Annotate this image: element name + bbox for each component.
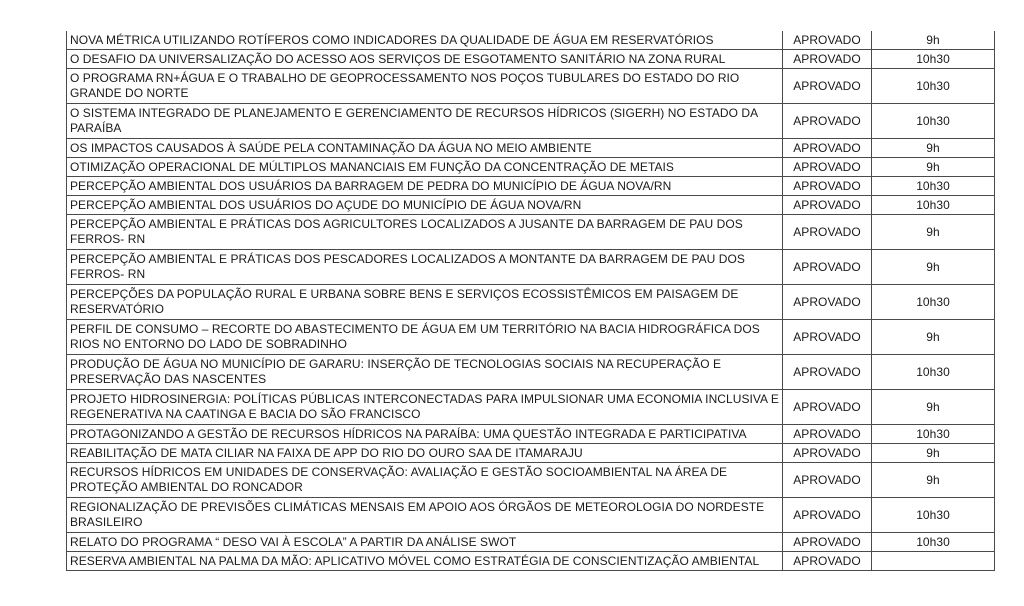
paper-title-cell: O PROGRAMA RN+ÁGUA E O TRABALHO DE GEOPROCESSAMENTO NOS POÇOS TUBULARES DO ESTADO DO RIO GRANDE DO NORTE <box>67 69 783 104</box>
time-cell: 9h <box>872 139 995 158</box>
status-cell: APROVADO <box>783 498 872 533</box>
status-cell: APROVADO <box>783 196 872 215</box>
status-cell: APROVADO <box>783 215 872 250</box>
status-cell: APROVADO <box>783 177 872 196</box>
table-row <box>67 177 995 196</box>
table-row <box>67 463 995 498</box>
status-cell: APROVADO <box>783 355 872 390</box>
table-row <box>67 104 995 139</box>
paper-title-cell: PROJETO HIDROSINERGIA: POLÍTICAS PÚBLICAS INTERCONECTADAS PARA IMPULSIONAR UMA ECONOMIA INCLUSIVA E REGENERATIVA NA CAATINGA E BACIA DO SÃO FRANCISCO <box>67 390 783 425</box>
table-row <box>67 390 995 425</box>
paper-title-cell: PERFIL DE CONSUMO – RECORTE DO ABASTECIMENTO DE ÁGUA EM UM TERRITÓRIO NA BACIA HIDROGRÁFICA DOS RIOS NO ENTORNO DO LADO DE SOBRADINHO <box>67 320 783 355</box>
status-cell: APROVADO <box>783 390 872 425</box>
paper-title-cell: RECURSOS HÍDRICOS EM UNIDADES DE CONSERVAÇÃO: AVALIAÇÃO E GESTÃO SOCIOAMBIENTAL NA ÁREA DE PROTEÇÃO AMBIENTAL DO RONCADOR <box>67 463 783 498</box>
table-row <box>67 425 995 444</box>
status-cell: APROVADO <box>783 31 872 50</box>
table-row <box>67 158 995 177</box>
paper-title-cell: NOVA MÉTRICA UTILIZANDO ROTÍFEROS COMO INDICADORES DA QUALIDADE DE ÁGUA EM RESERVATÓRIOS <box>67 31 783 50</box>
paper-title-cell: O SISTEMA INTEGRADO DE PLANEJAMENTO E GERENCIAMENTO DE RECURSOS HÍDRICOS (SIGERH) NO ESTADO DA PARAÍBA <box>67 104 783 139</box>
status-cell: APROVADO <box>783 104 872 139</box>
status-cell: APROVADO <box>783 50 872 69</box>
table-row <box>67 533 995 552</box>
paper-title-cell: RELATO DO PROGRAMA “ DESO VAI À ESCOLA” A PARTIR DA ANÁLISE SWOT <box>67 533 783 552</box>
status-cell: APROVADO <box>783 158 872 177</box>
table-row <box>67 498 995 533</box>
time-cell: 10h30 <box>872 50 995 69</box>
table-row <box>67 196 995 215</box>
time-cell: 10h30 <box>872 196 995 215</box>
time-cell: 10h30 <box>872 533 995 552</box>
time-cell: 9h <box>872 320 995 355</box>
table-row <box>67 250 995 285</box>
table-row <box>67 69 995 104</box>
time-cell: 10h30 <box>872 69 995 104</box>
time-cell: 10h30 <box>872 177 995 196</box>
table-row <box>67 444 995 463</box>
time-cell: 9h <box>872 215 995 250</box>
status-cell: APROVADO <box>783 139 872 158</box>
paper-title-cell: PERCEPÇÕES DA POPULAÇÃO RURAL E URBANA SOBRE BENS E SERVIÇOS ECOSSISTÊMICOS EM PAISAGEM DE RESERVATÓRIO <box>67 285 783 320</box>
status-cell: APROVADO <box>783 552 872 571</box>
time-cell: 9h <box>872 31 995 50</box>
time-cell: 9h <box>872 158 995 177</box>
table-row <box>67 552 995 571</box>
time-cell: 9h <box>872 250 995 285</box>
time-cell: 10h30 <box>872 425 995 444</box>
time-cell: 10h30 <box>872 104 995 139</box>
paper-title-cell: PERCEPÇÃO AMBIENTAL E PRÁTICAS DOS PESCADORES LOCALIZADOS A MONTANTE DA BARRAGEM DE PAU DOS FERROS- RN <box>67 250 783 285</box>
time-cell: 9h <box>872 463 995 498</box>
paper-title-cell: O DESAFIO DA UNIVERSALIZAÇÃO DO ACESSO AOS SERVIÇOS DE ESGOTAMENTO SANITÁRIO NA ZONA RURAL <box>67 50 783 69</box>
paper-title-cell: PRODUÇÃO DE ÁGUA NO MUNICÍPIO DE GARARU: INSERÇÃO DE TECNOLOGIAS SOCIAIS NA RECUPERAÇÃO E PRESERVAÇÃO DAS NASCENTES <box>67 355 783 390</box>
table-body <box>67 31 995 571</box>
paper-title-cell: OTIMIZAÇÃO OPERACIONAL DE MÚLTIPLOS MANANCIAIS EM FUNÇÃO DA CONCENTRAÇÃO DE METAIS <box>67 158 783 177</box>
time-cell: 10h30 <box>872 498 995 533</box>
paper-title-cell: OS IMPACTOS CAUSADOS À SAÚDE PELA CONTAMINAÇÃO DA ÁGUA NO MEIO AMBIENTE <box>67 139 783 158</box>
table-row <box>67 355 995 390</box>
status-cell: APROVADO <box>783 250 872 285</box>
time-cell: 10h30 <box>872 285 995 320</box>
table-row <box>67 50 995 69</box>
status-cell: APROVADO <box>783 444 872 463</box>
status-cell: APROVADO <box>783 285 872 320</box>
table-row <box>67 320 995 355</box>
paper-title-cell: REABILITAÇÃO DE MATA CILIAR NA FAIXA DE APP DO RIO DO OURO SAA DE ITAMARAJU <box>67 444 783 463</box>
paper-title-cell: PERCEPÇÃO AMBIENTAL DOS USUÁRIOS DO AÇUDE DO MUNICÍPIO DE ÁGUA NOVA/RN <box>67 196 783 215</box>
paper-title-cell: REGIONALIZAÇÃO DE PREVISÕES CLIMÁTICAS MENSAIS EM APOIO AOS ÓRGÃOS DE METEOROLOGIA DO NORDESTE BRASILEIRO <box>67 498 783 533</box>
table-row <box>67 285 995 320</box>
time-cell: 10h30 <box>872 355 995 390</box>
status-cell: APROVADO <box>783 533 872 552</box>
status-cell: APROVADO <box>783 463 872 498</box>
paper-title-cell: RESERVA AMBIENTAL NA PALMA DA MÃO: APLICATIVO MÓVEL COMO ESTRATÉGIA DE CONSCIENTIZAÇÃO AMBIENTAL <box>67 552 783 571</box>
status-cell: APROVADO <box>783 425 872 444</box>
table-row <box>67 31 995 50</box>
time-cell: 9h <box>872 390 995 425</box>
table-row <box>67 139 995 158</box>
table-row <box>67 215 995 250</box>
time-cell <box>872 552 995 571</box>
approved-papers-table <box>66 31 995 571</box>
paper-title-cell: PROTAGONIZANDO A GESTÃO DE RECURSOS HÍDRICOS NA PARAÍBA: UMA QUESTÃO INTEGRADA E PARTICIPATIVA <box>67 425 783 444</box>
time-cell: 9h <box>872 444 995 463</box>
status-cell: APROVADO <box>783 320 872 355</box>
status-cell: APROVADO <box>783 69 872 104</box>
document-page <box>66 31 994 571</box>
paper-title-cell: PERCEPÇÃO AMBIENTAL DOS USUÁRIOS DA BARRAGEM DE PEDRA DO MUNICÍPIO DE ÁGUA NOVA/RN <box>67 177 783 196</box>
paper-title-cell: PERCEPÇÃO AMBIENTAL E PRÁTICAS DOS AGRICULTORES LOCALIZADOS A JUSANTE DA BARRAGEM DE PAU DOS FERROS- RN <box>67 215 783 250</box>
